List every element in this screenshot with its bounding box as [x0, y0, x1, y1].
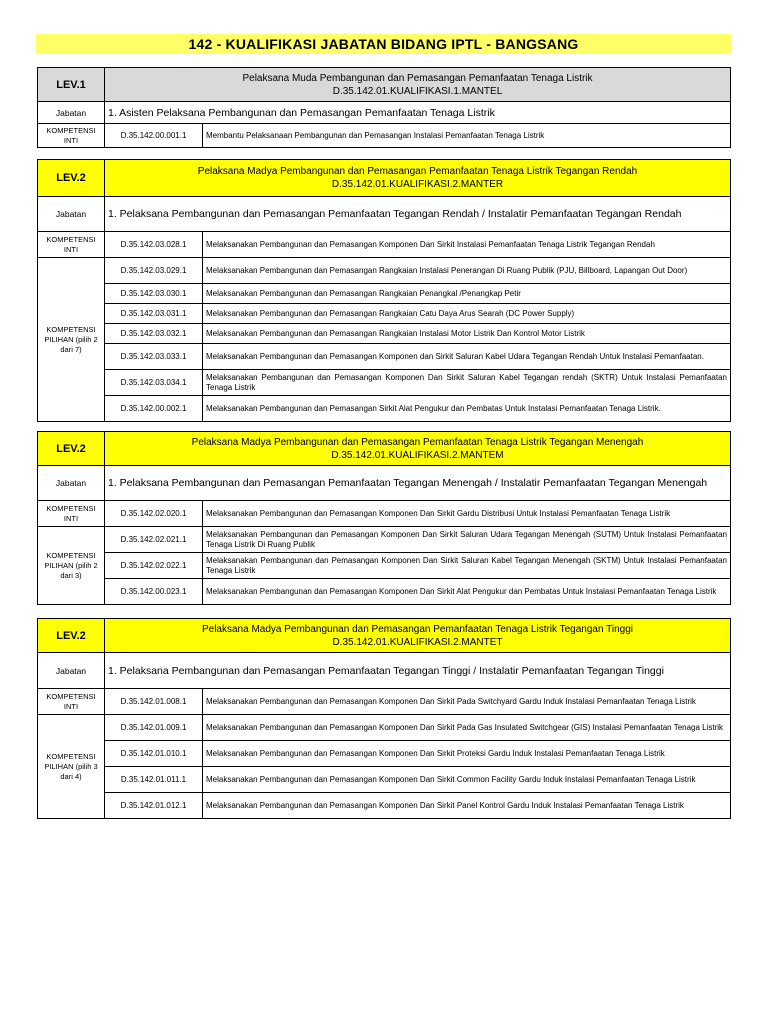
- competency-row: [38, 258, 731, 284]
- jabatan-row: [38, 197, 731, 232]
- unit-description: Melaksanakan Pembangunan dan Pemasangan Komponen dan Sirkit Saluran Kabel Udara Tegangan Rendah Untuk Instalasi Pemanfaatan.: [203, 344, 731, 370]
- unit-code: D.35.142.01.011.1: [105, 767, 203, 793]
- unit-description: Melaksanakan Pembangunan dan Pemasangan Komponen Dan Sirkit Panel Kontrol Gardu Induk Instalasi Pemanfaatan Tenaga Listrik: [203, 793, 731, 819]
- kompetensi-pilihan-label: KOMPETENSI PILIHAN (pilih 2 dari 3): [38, 527, 105, 605]
- qualification-block-lev1: [37, 67, 731, 148]
- unit-code: D.35.142.03.034.1: [105, 370, 203, 396]
- unit-code: D.35.142.03.031.1: [105, 304, 203, 324]
- kompetensi-inti-label: KOMPETENSI INTI: [38, 501, 105, 527]
- level-label: LEV.2: [38, 432, 105, 466]
- competency-row: [38, 689, 731, 715]
- competency-row: [38, 767, 731, 793]
- competency-row: [38, 284, 731, 304]
- unit-code: D.35.142.02.022.1: [105, 553, 203, 579]
- block-header-row: [38, 432, 731, 466]
- unit-code: D.35.142.01.008.1: [105, 689, 203, 715]
- qualification-heading: [105, 68, 731, 102]
- unit-code: D.35.142.01.010.1: [105, 741, 203, 767]
- unit-description: Melaksanakan Pembangunan dan Pemasangan Komponen Dan Sirkit Pada Switchyard Gardu Induk Instalasi Pemanfaatan Tenaga Listrik: [203, 689, 731, 715]
- qualification-heading: [105, 432, 731, 466]
- jabatan-row: [38, 653, 731, 689]
- level-label: LEV.2: [38, 619, 105, 653]
- unit-description: Melaksanakan Pembangunan dan Pemasangan Rangkaian Catu Daya Arus Searah (DC Power Supply): [203, 304, 731, 324]
- level-label: LEV.1: [38, 68, 105, 102]
- competency-row: [38, 501, 731, 527]
- unit-code: D.35.142.03.033.1: [105, 344, 203, 370]
- unit-code: D.35.142.02.021.1: [105, 527, 203, 553]
- page-title: 142 - KUALIFIKASI JABATAN BIDANG IPTL - BANGSANG: [36, 34, 731, 54]
- unit-description: Melaksanakan Pembangunan dan Pemasangan Komponen Dan Sirkit Saluran Kabel Tegangan rendah (SKTR) Untuk Instalasi Pemanfaatan Tenaga Listrik: [203, 370, 731, 396]
- competency-row: [38, 527, 731, 553]
- competency-row: [38, 232, 731, 258]
- jabatan-label: Jabatan: [38, 653, 105, 689]
- unit-description: Melaksanakan Pembangunan dan Pemasangan Komponen Dan Sirkit Common Facility Gardu Induk Instalasi Pemanfaatan Tenaga Listrik: [203, 767, 731, 793]
- jabatan-text: 1. Pelaksana Pembangunan dan Pemasangan Pemanfaatan Tegangan Tinggi / Instalatir Pemanfaatan Tegangan Tinggi: [105, 653, 731, 689]
- kompetensi-pilihan-label: KOMPETENSI PILIHAN (pilih 3 dari 4): [38, 715, 105, 819]
- unit-code: D.35.142.03.028.1: [105, 232, 203, 258]
- jabatan-label: Jabatan: [38, 197, 105, 232]
- jabatan-label: Jabatan: [38, 102, 105, 124]
- unit-code: D.35.142.01.012.1: [105, 793, 203, 819]
- unit-description: Melaksanakan Pembangunan dan Pemasangan Komponen Dan Sirkit Pada Gas Insulated Switchgear (GIS) Instalasi Pemanfaatan Tenaga Listrik: [203, 715, 731, 741]
- competency-row: [38, 741, 731, 767]
- unit-description: Melaksanakan Pembangunan dan Pemasangan Komponen Dan Sirkit Saluran Kabel Tegangan Menengah (SKTM) Untuk Instalasi Pemanfaatan Tenaga Listrik: [203, 553, 731, 579]
- competency-row: [38, 344, 731, 370]
- block-header-row: [38, 160, 731, 197]
- unit-description: Melaksanakan Pembangunan dan Pemasangan Rangkaian Penangkal /Penangkap Petir: [203, 284, 731, 304]
- unit-description: Melaksanakan Pembangunan dan Pemasangan Komponen Dan Sirkit Alat Pengukur dan Pembatas Untuk Instalasi Pemanfaatan Tenaga Listrik: [203, 579, 731, 605]
- unit-description: Melaksanakan Pembangunan dan Pemasangan Komponen Dan Sirkit Instalasi Pemanfaatan Tenaga Listrik Tegangan Rendah: [203, 232, 731, 258]
- unit-code: D.35.142.03.030.1: [105, 284, 203, 304]
- qualification-heading: [105, 619, 731, 653]
- unit-code: D.35.142.01.009.1: [105, 715, 203, 741]
- unit-description: Melaksanakan Pembangunan dan Pemasangan Komponen Dan Sirkit Gardu Distribusi Untuk Instalasi Pemanfaatan Tenaga Listrik: [203, 501, 731, 527]
- unit-description: Melaksanakan Pembangunan dan Pemasangan Komponen Dan Sirkit Proteksi Gardu Induk Instalasi Pemanfaatan Tenaga Listrik: [203, 741, 731, 767]
- competency-row: [38, 124, 731, 148]
- kompetensi-inti-label: KOMPETENSI INTI: [38, 124, 105, 148]
- unit-description: Membantu Pelaksanaan Pembangunan dan Pemasangan Instalasi Pemanfaatan Tenaga Listrik: [203, 124, 731, 148]
- kompetensi-pilihan-label: KOMPETENSI PILIHAN (pilih 2 dari 7): [38, 258, 105, 422]
- qualification-title: Pelaksana Madya Pembangunan dan Pemasangan Pemanfaatan Tenaga Listrik Tegangan Rendah: [197, 166, 638, 177]
- unit-code: D.35.142.00.023.1: [105, 579, 203, 605]
- unit-code: D.35.142.03.032.1: [105, 324, 203, 344]
- kompetensi-inti-label: KOMPETENSI INTI: [38, 689, 105, 715]
- competency-row: [38, 793, 731, 819]
- unit-code: D.35.142.03.029.1: [105, 258, 203, 284]
- block-header-row: [38, 68, 731, 102]
- unit-description: Melaksanakan Pembangunan dan Pemasangan Rangkaian Instalasi Motor Listrik Dan Kontrol Motor Listrik: [203, 324, 731, 344]
- block-header-row: [38, 619, 731, 653]
- unit-description: Melaksanakan Pembangunan dan Pemasangan Komponen Dan Sirkit Saluran Udara Tegangan Menengah (SUTM) Untuk Instalasi Pemanfaatan Tenaga Listrik Di Ruang Publik: [203, 527, 731, 553]
- competency-row: [38, 370, 731, 396]
- competency-row: [38, 304, 731, 324]
- unit-code: D.35.142.00.002.1: [105, 396, 203, 422]
- unit-code: D.35.142.02.020.1: [105, 501, 203, 527]
- qualification-block-mantet: [37, 618, 731, 819]
- jabatan-text: 1. Pelaksana Pembangunan dan Pemasangan Pemanfaatan Tegangan Menengah / Instalatir Pemanfaatan Tegangan Menengah: [105, 466, 731, 501]
- jabatan-row: [38, 102, 731, 124]
- qualification-code: D.35.142.01.KUALIFIKASI.2.MANTEM: [331, 449, 504, 461]
- competency-row: [38, 396, 731, 422]
- jabatan-row: [38, 466, 731, 501]
- qualification-code: D.35.142.01.KUALIFIKASI.2.MANTER: [331, 179, 504, 190]
- unit-description: Melaksanakan Pembangunan dan Pemasangan Sirkit Alat Pengukur dan Pembatas Untuk Instalasi Pemanfaatan Tenaga Listrik.: [203, 396, 731, 422]
- jabatan-label: Jabatan: [38, 466, 105, 501]
- qualification-title: Pelaksana Madya Pembangunan dan Pemasangan Pemanfaatan Tenaga Listrik Tegangan Tinggi: [201, 623, 634, 635]
- competency-row: [38, 553, 731, 579]
- competency-row: [38, 324, 731, 344]
- unit-code: D.35.142.00.001.1: [105, 124, 203, 148]
- competency-row: [38, 579, 731, 605]
- unit-description: Melaksanakan Pembangunan dan Pemasangan Rangkaian Instalasi Penerangan Di Ruang Publik (PJU, Billboard, Lapangan Out Door): [203, 258, 731, 284]
- level-label: LEV.2: [38, 160, 105, 197]
- qualification-title: Pelaksana Madya Pembangunan dan Pemasangan Pemanfaatan Tenaga Listrik Tegangan Menengah: [191, 436, 644, 448]
- qualification-block-manter: [37, 159, 731, 422]
- kompetensi-inti-label: KOMPETENSI INTI: [38, 232, 105, 258]
- qualification-block-mantem: [37, 431, 731, 605]
- competency-row: [38, 715, 731, 741]
- qualification-title: Pelaksana Muda Pembangunan dan Pemasangan Pemanfaatan Tenaga Listrik: [242, 72, 593, 84]
- jabatan-text: 1. Asisten Pelaksana Pembangunan dan Pemasangan Pemanfaatan Tenaga Listrik: [105, 102, 731, 124]
- qualification-code: D.35.142.01.KUALIFIKASI.1.MANTEL: [332, 85, 503, 97]
- qualification-code: D.35.142.01.KUALIFIKASI.2.MANTET: [332, 636, 503, 648]
- jabatan-text: 1. Pelaksana Pembangunan dan Pemasangan Pemanfaatan Tegangan Rendah / Instalatir Pemanfaatan Tegangan Rendah: [105, 197, 731, 232]
- qualification-heading: [105, 160, 731, 197]
